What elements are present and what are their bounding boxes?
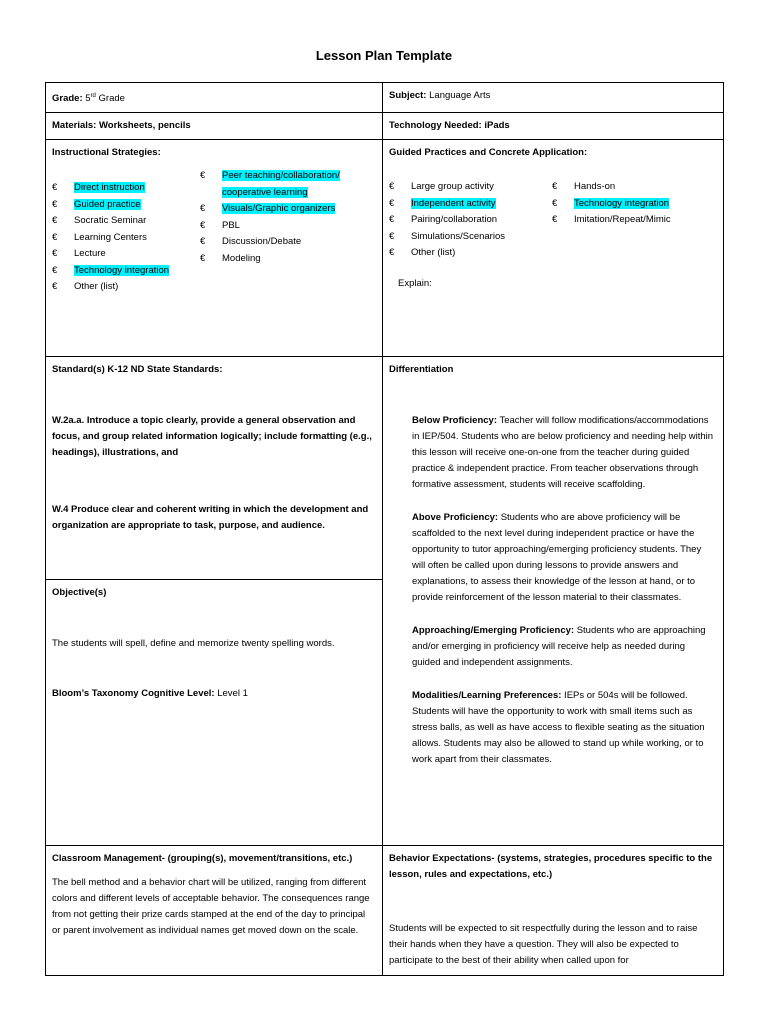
guided-practice-item (552, 179, 671, 196)
euro-bullet-icon: € (200, 252, 206, 264)
guided-practice-label: Pairing/collaboration (411, 214, 498, 226)
euro-bullet-icon: € (200, 203, 206, 215)
modalities: Modalities/Learning Preferences: IEPs or 504s will be followed. Students will have the opportunity to work with small items such as stress balls, as well as have access to flexible seating as the situation allows. Students may also be allowed to stand up while working, or to work apart from their classmates. (412, 690, 705, 766)
instructional-strategy-label: Discussion/Debate (222, 236, 302, 248)
instructional-strategy-label: PBL (222, 219, 240, 231)
euro-bullet-icon: € (52, 182, 58, 194)
euro-bullet-icon: € (389, 247, 395, 259)
euro-bullet-icon: € (389, 214, 395, 226)
instructional-strategy-label: cooperative learning (222, 186, 308, 198)
guided-practice-label: Imitation/Repeat/Mimic (574, 214, 671, 226)
instructional-strategy-item (52, 213, 169, 230)
behavior-expectations-cell (383, 846, 724, 976)
instructional-strategy-label: Modeling (222, 252, 261, 264)
guided-practice-item (552, 212, 671, 229)
above-proficiency: Above Proficiency: Students who are above proficiency will be scaffolded to the next level during independent practice or have the opportunity to tutor approaching/emerging proficiency students. They will often be called upon during lessons to provide answers and explanations, to assess their knowledge of the lesson at hand, or to provide reinforcement of the lesson material to their classmates. (412, 512, 702, 604)
instructional-strategy-item (52, 246, 169, 263)
instructional-strategy-label: Visuals/Graphic organizers (222, 203, 336, 215)
euro-bullet-icon: € (552, 181, 558, 193)
instructional-strategy-item (200, 201, 340, 218)
standards-label: Standard(s) K-12 ND State Standards: (52, 364, 223, 376)
instructional-strategy-item (200, 251, 340, 268)
classroom-management-text: The bell method and a behavior chart will be utilized, ranging from different colors and different levels of acceptable behavior. The consequences range from not getting their prize cards stamped at the end of the day to principal or parent involvement as individual names get moved down on the scale. (52, 877, 370, 937)
grade-value: 5rd Grade (85, 93, 125, 105)
instructional-list-1 (52, 180, 169, 296)
instructional-list-2 (200, 168, 340, 267)
guided-list-2 (552, 179, 671, 229)
page-title: Lesson Plan Template (315, 48, 453, 63)
grade-cell (46, 83, 383, 113)
euro-bullet-icon: € (52, 248, 58, 260)
guided-practice-item (389, 179, 505, 196)
bloom-level: Bloom’s Taxonomy Cognitive Level: Level 1 (52, 688, 248, 700)
instructional-strategy-label: Peer teaching/collaboration/ (222, 170, 340, 182)
explain-label: Explain: (398, 278, 432, 290)
guided-practice-label: Other (list) (411, 247, 456, 259)
classroom-management-cell (46, 846, 383, 976)
euro-bullet-icon: € (389, 230, 395, 242)
euro-bullet-icon: € (52, 215, 58, 227)
guided-practice-item (552, 196, 671, 213)
euro-bullet-icon: € (52, 198, 58, 210)
below-proficiency: Below Proficiency: Teacher will follow modifications/accommodations in IEP/504. Students who are below proficiency and needing help within this lesson will receive one-on-one from the teacher during guided practice & independent practice. From teacher observations through formative assessment, students will receive scaffolding. (412, 415, 714, 491)
subject-cell (383, 83, 724, 113)
materials-cell: Materials: Worksheets, pencils (46, 113, 383, 140)
instructional-strategy-item (200, 185, 340, 202)
lesson-plan-table (45, 82, 724, 976)
euro-bullet-icon: € (389, 197, 395, 209)
subject-label: Subject: (389, 90, 427, 101)
instructional-strategy-item (52, 279, 169, 296)
instructional-strategies-cell (46, 140, 383, 357)
guided-practice-label: Large group activity (411, 181, 494, 193)
instructional-strategy-item (200, 168, 340, 185)
objective-label: Objective(s) (52, 587, 107, 599)
instructional-strategy-item (52, 180, 169, 197)
guided-practice-item (389, 196, 505, 213)
euro-bullet-icon: € (200, 236, 206, 248)
euro-bullet-icon: € (52, 281, 58, 293)
guided-practices-cell (383, 140, 724, 357)
standard-w4: W.4 Produce clear and coherent writing in which the development and organization are appropriate to task, purpose, and audience. (52, 504, 369, 532)
subject-value: Language Arts (429, 90, 491, 101)
approaching-proficiency: Approaching/Emerging Proficiency: Students who are approaching and/or emerging in proficiency will receive help as needed during guided and independent assignments. (412, 625, 706, 669)
differentiation-label: Differentiation (389, 364, 454, 376)
euro-bullet-icon: € (200, 170, 206, 182)
instructional-strategy-item (52, 197, 169, 214)
instructional-strategy-label: Technology integration (74, 264, 170, 276)
instructional-strategy-label: Socratic Seminar (74, 215, 147, 227)
euro-bullet-icon: € (52, 264, 58, 276)
differentiation-cell (383, 357, 724, 846)
objective-cell (46, 580, 383, 846)
behavior-expectations-text: Students will be expected to sit respectfully during the lesson and to raise their hands when they have a question. They will also be expected to participate to the best of their ability when called upon for (389, 923, 698, 967)
grade-label: Grade: (52, 93, 83, 105)
instructional-strategy-item (200, 234, 340, 251)
instructional-strategies-label: Instructional Strategies: (52, 147, 161, 159)
instructional-strategy-label: Learning Centers (74, 231, 147, 243)
standard-w2: W.2a.a. Introduce a topic clearly, provide a general observation and focus, and group related information logically; include formatting (e.g., headings), illustrations, and (52, 415, 372, 459)
instructional-strategy-item (52, 263, 169, 280)
guided-practice-item (389, 212, 505, 229)
classroom-management-label: Classroom Management- (grouping(s), movement/transitions, etc.) (52, 853, 353, 865)
instructional-strategy-label: Other (list) (74, 281, 119, 293)
euro-bullet-icon: € (552, 197, 558, 209)
guided-practices-label: Guided Practices and Concrete Application: (389, 147, 588, 159)
guided-practice-item (389, 229, 505, 246)
guided-practice-label: Independent activity (411, 197, 496, 209)
euro-bullet-icon: € (200, 219, 206, 231)
euro-bullet-icon: € (52, 231, 58, 243)
instructional-strategy-label: Guided practice (74, 198, 141, 210)
guided-practice-label: Simulations/Scenarios (411, 230, 505, 242)
instructional-strategy-item (200, 218, 340, 235)
euro-bullet-icon: € (552, 214, 558, 226)
guided-practice-label: Hands-on (574, 181, 616, 193)
guided-practice-label: Technology integration (574, 197, 670, 209)
guided-list-1 (389, 179, 505, 262)
objective-text: The students will spell, define and memorize twenty spelling words. (52, 638, 335, 650)
instructional-strategy-item (52, 230, 169, 247)
technology-cell: Technology Needed: iPads (383, 113, 724, 140)
guided-practice-item (389, 245, 505, 262)
standards-cell (46, 357, 383, 580)
instructional-strategy-label: Direct instruction (74, 182, 145, 194)
euro-bullet-icon: € (389, 181, 395, 193)
instructional-strategy-label: Lecture (74, 248, 106, 260)
behavior-expectations-label: Behavior Expectations- (systems, strategies, procedures specific to the lesson, rules and expectations, etc.) (389, 853, 713, 881)
